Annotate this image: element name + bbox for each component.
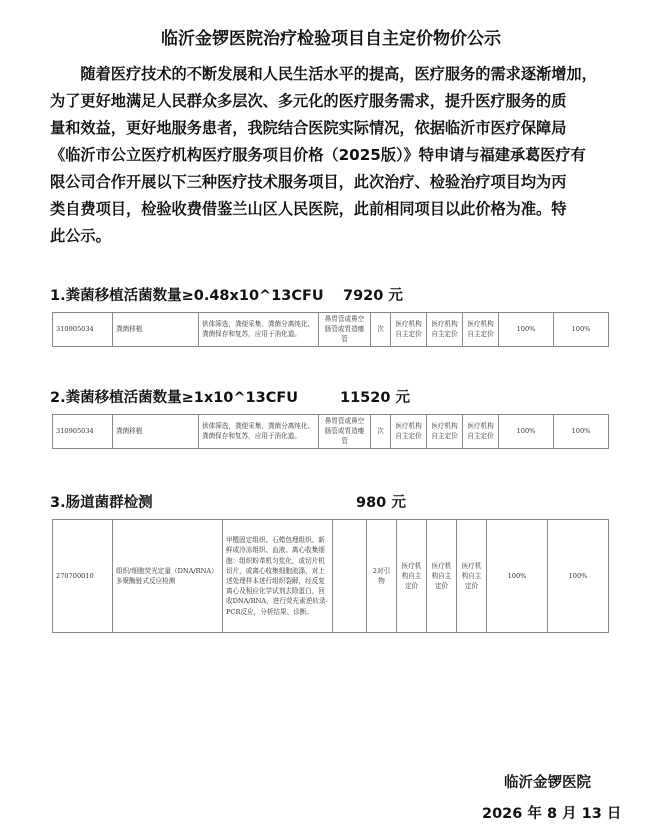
item-price-tier-2: 医疗机构自主定价	[427, 415, 463, 449]
price-table-3	[52, 519, 609, 633]
table-row	[53, 520, 609, 633]
item-price-tier-3: 医疗机构自主定价	[463, 415, 499, 449]
item-price-tier-1: 医疗机构自主定价	[397, 520, 427, 633]
item-code: 310905034	[53, 313, 113, 347]
section-price-2: 11520 元	[340, 390, 410, 406]
section-heading-2: 2.粪菌移植活菌数量≥1x10^13CFU	[50, 390, 299, 406]
item-pct-2: 100%	[554, 415, 609, 449]
item-price-tier-3: 医疗机构自主定价	[457, 520, 487, 633]
page-title: 临沂金锣医院治疗检验项目自主定价物价公示	[161, 29, 501, 49]
item-code: 310905034	[53, 415, 113, 449]
paragraph-line: 《临沂市公立医疗机构医疗服务项目价格（2025版）》特申请与福建承葛医疗有	[50, 146, 586, 164]
item-name: 组织/细胞荧光定量（DNA/RNA）多聚酶链式反应检测	[113, 520, 223, 633]
item-excluded: 鼻胃管或鼻空肠管或胃造瘘管	[319, 313, 371, 347]
item-pct-1: 100%	[487, 520, 548, 633]
item-name: 粪菌移植	[113, 313, 199, 347]
item-pct-2: 100%	[554, 313, 609, 347]
section-price-1: 7920 元	[343, 288, 403, 304]
item-price-tier-1: 医疗机构自主定价	[391, 415, 427, 449]
paragraph-line: 为了更好地满足人民群众多层次、多元化的医疗服务需求，提升医疗服务的质	[50, 92, 567, 110]
item-pct-2: 100%	[548, 520, 609, 633]
section-price-3: 980 元	[356, 495, 406, 511]
item-unit: 次	[371, 415, 391, 449]
paragraph-line: 此公示。	[50, 227, 111, 245]
item-content: 供体筛选，粪便采集、粪菌分离纯化、粪菌保存和复苏，应用于消化道。	[199, 313, 319, 347]
item-name: 粪菌移植	[113, 415, 199, 449]
table-row	[53, 415, 609, 449]
paragraph-line: 类自费项目，检验收费借鉴兰山区人民医院，此前相同项目以此价格为准。特	[50, 200, 567, 218]
price-table-1	[52, 312, 609, 347]
section-heading-3: 3.肠道菌群检测	[50, 495, 153, 511]
table-row	[53, 313, 609, 347]
footer-date: 2026 年 8 月 13 日	[482, 806, 622, 822]
paragraph-line: 量和效益，更好地服务患者，我院结合医院实际情况，依据临沂市医疗保障局	[50, 119, 567, 137]
item-pct-1: 100%	[499, 415, 554, 449]
item-excluded: 鼻胃管或鼻空肠管或胃造瘘管	[319, 415, 371, 449]
price-table-2	[52, 414, 609, 449]
footer-organization: 临沂金锣医院	[504, 775, 591, 791]
item-price-tier-1: 医疗机构自主定价	[391, 313, 427, 347]
item-price-tier-3: 医疗机构自主定价	[463, 313, 499, 347]
item-pct-1: 100%	[499, 313, 554, 347]
item-unit: 2对引物	[367, 520, 397, 633]
announcement-paragraph	[50, 61, 610, 250]
item-code: 270700010	[53, 520, 113, 633]
paragraph-line: 限公司合作开展以下三种医疗技术服务项目，此次治疗、检验治疗项目均为丙	[50, 173, 567, 191]
item-unit: 次	[371, 313, 391, 347]
item-price-tier-2: 医疗机构自主定价	[427, 313, 463, 347]
item-content: 甲醛固定组织、石蜡包埋组织、新鲜或冷冻组织、血液、离心收集细胞：组织粉革机匀浆化，或切片机切片，或离心收集细胞流涤，对上述处理样本进行组织裂解，经反复离心及相应化学试剂去除蛋白，回收DNA/RNA，进行荧光素逆转录-PCR反应，分析结果、诊断。	[223, 520, 333, 633]
paragraph-line: 随着医疗技术的不断发展和人民生活水平的提高，医疗服务的需求逐渐增加，	[50, 65, 597, 83]
item-price-tier-2: 医疗机构自主定价	[427, 520, 457, 633]
section-heading-1: 1.粪菌移植活菌数量≥0.48x10^13CFU	[50, 288, 324, 304]
item-content: 供体筛选，粪便采集、粪菌分离纯化、粪菌保存和复苏，应用于消化道。	[199, 415, 319, 449]
item-excluded	[333, 520, 367, 633]
